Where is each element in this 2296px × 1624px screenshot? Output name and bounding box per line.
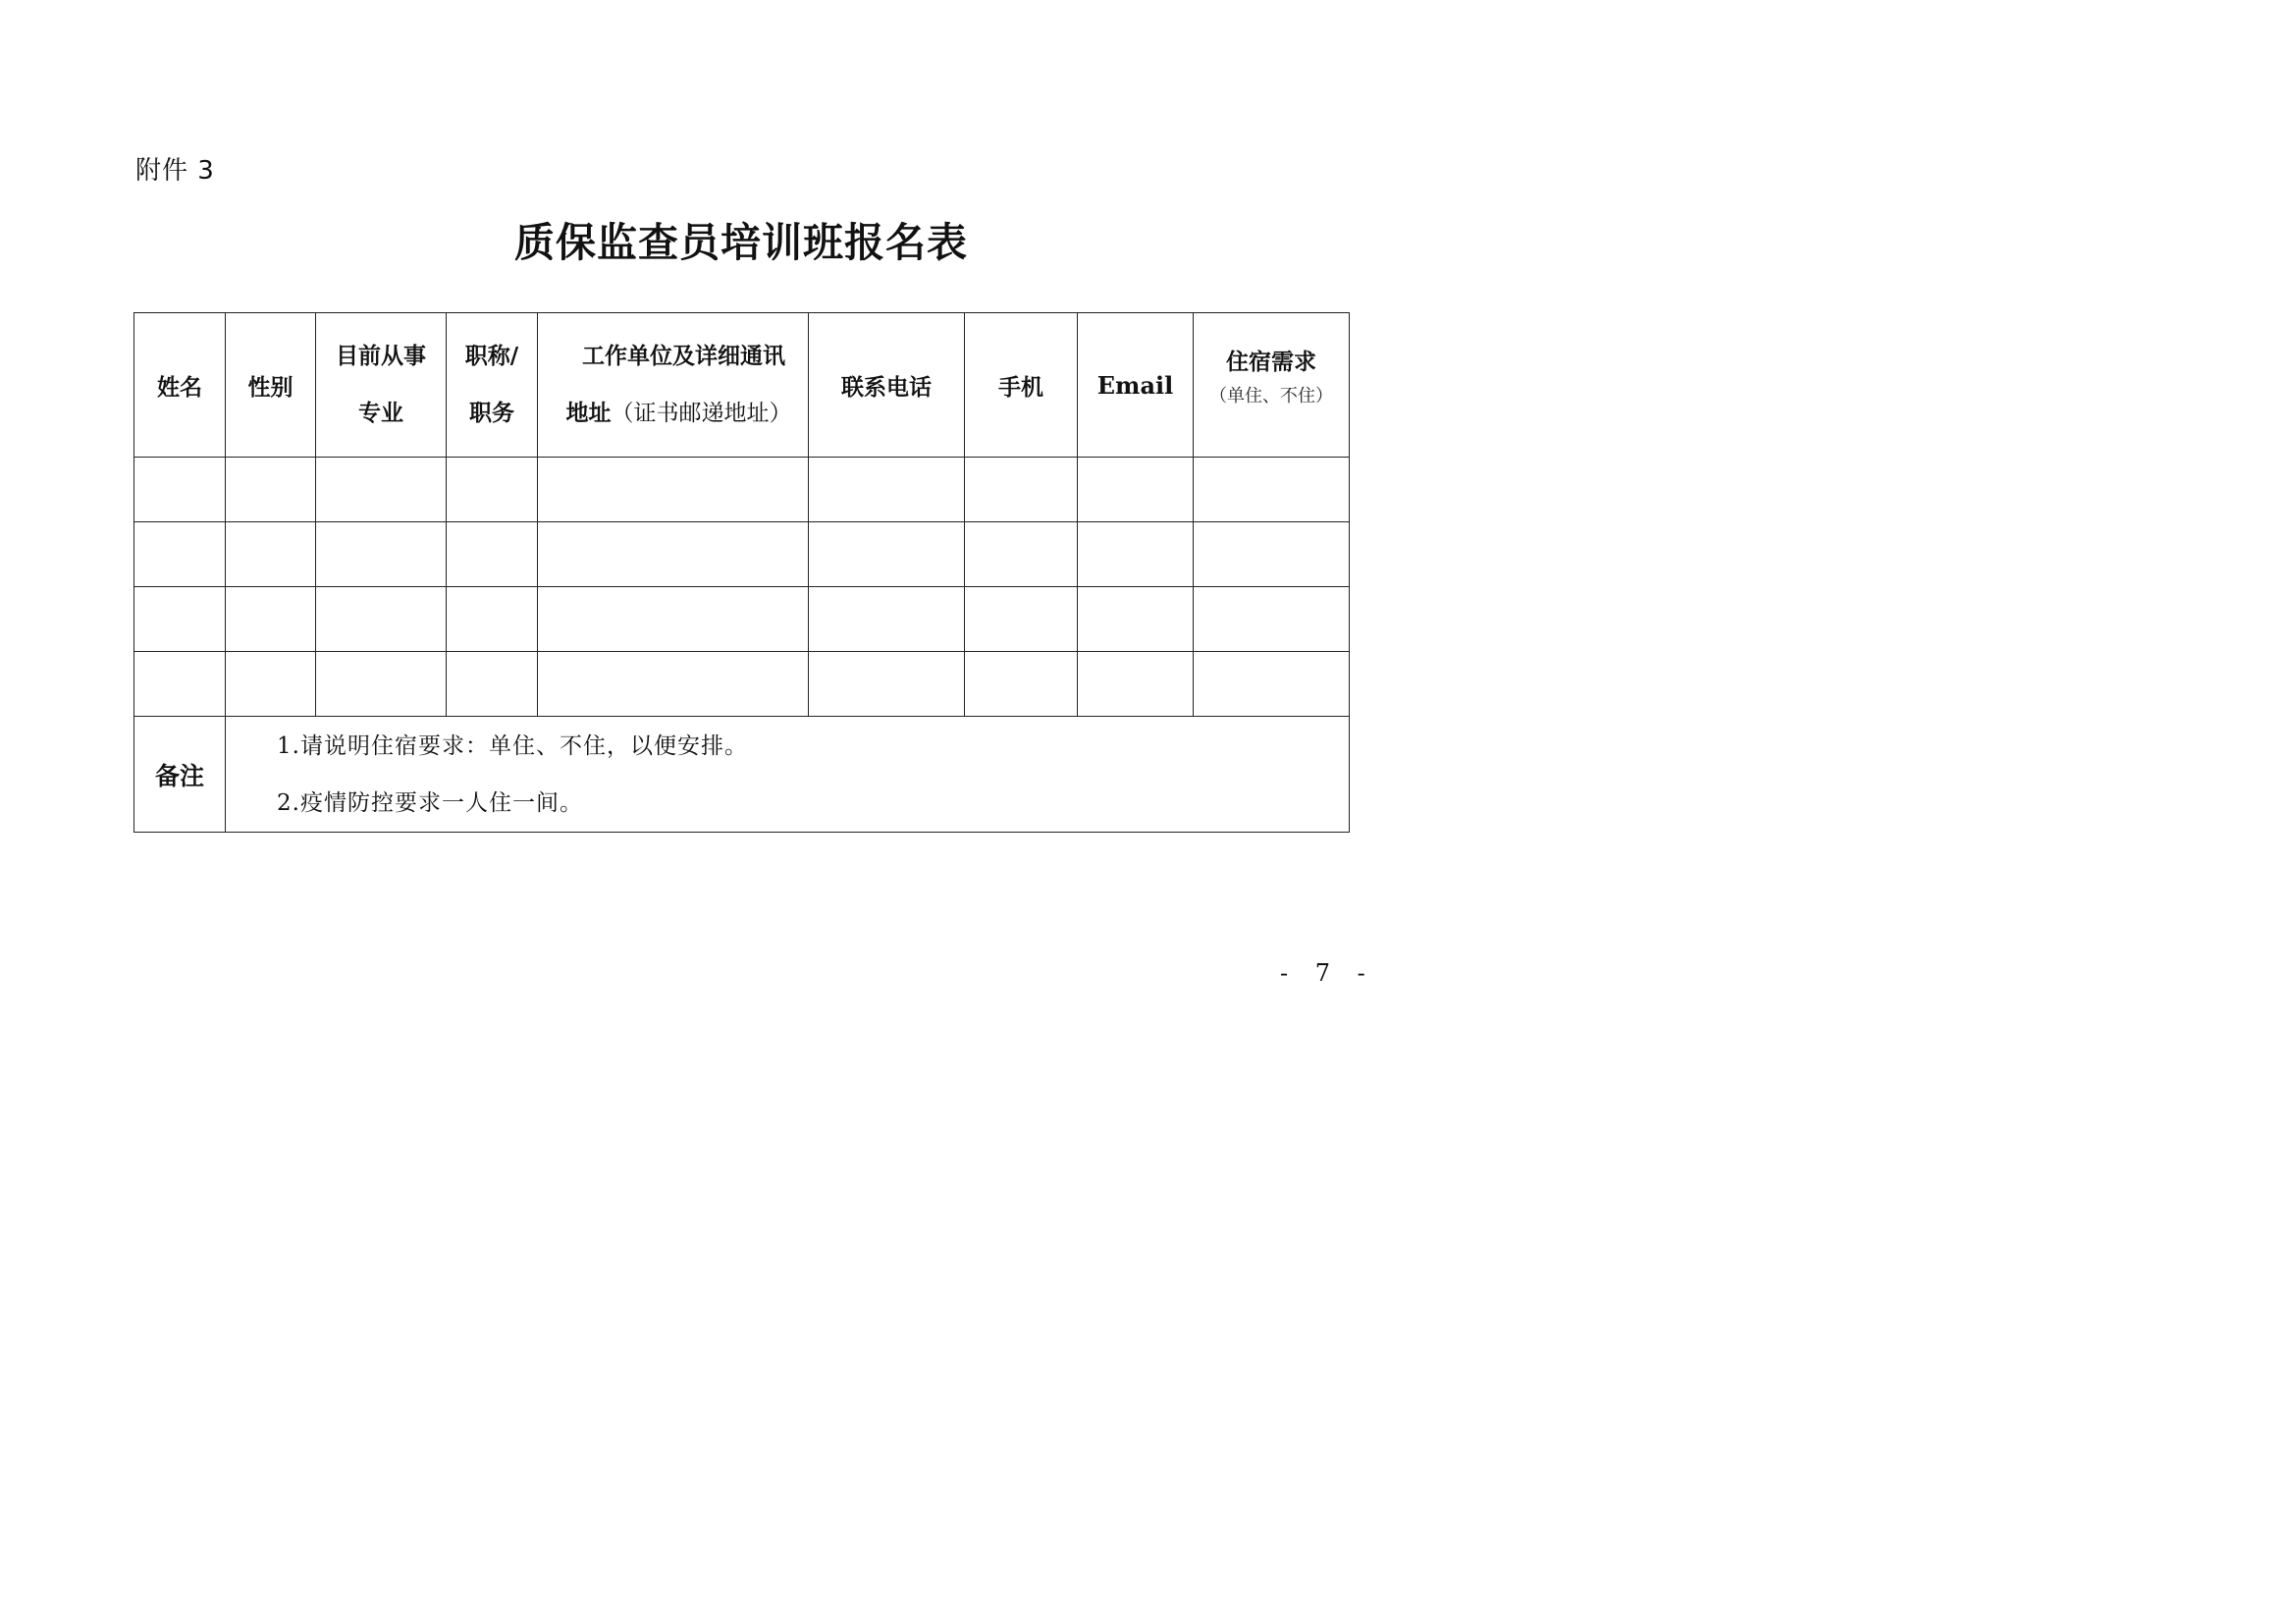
attachment-label: 附件 3 [135,156,215,186]
major-cell[interactable] [316,652,447,717]
header-title-line1: 职称/ [464,344,519,369]
header-lodging-options: （单住、不住） [1209,385,1333,406]
name-cell[interactable] [134,652,226,717]
major-cell[interactable] [316,458,447,522]
notes-content [226,717,1350,833]
header-unit-line1: 工作单位及详细通讯 [582,344,785,369]
unit-address-cell[interactable] [538,587,809,652]
gender-cell[interactable] [226,652,316,717]
gender-cell[interactable] [226,522,316,587]
header-unit-address [538,313,809,458]
name-cell[interactable] [134,587,226,652]
header-unit-note: （证书邮递地址） [611,401,792,426]
mobile-cell[interactable] [965,652,1078,717]
header-gender: 性别 [226,313,316,458]
table-row [134,587,1350,652]
notes-label: 备注 [134,717,226,833]
form-title: 质保监查员培训班报名表 [514,219,968,266]
name-cell[interactable] [134,458,226,522]
title-cell[interactable] [447,587,538,652]
email-cell[interactable] [1078,458,1194,522]
header-email: Email [1078,313,1194,458]
notes-row [134,717,1350,833]
email-cell[interactable] [1078,587,1194,652]
mobile-cell[interactable] [965,522,1078,587]
header-title [447,313,538,458]
email-cell[interactable] [1078,522,1194,587]
gender-cell[interactable] [226,458,316,522]
title-cell[interactable] [447,652,538,717]
unit-address-cell[interactable] [538,458,809,522]
lodging-cell[interactable] [1194,458,1350,522]
header-phone: 联系电话 [809,313,965,458]
mobile-cell[interactable] [965,587,1078,652]
header-unit-line2: 地址 [565,401,612,426]
unit-address-cell[interactable] [538,652,809,717]
header-row [134,313,1350,458]
page-number: - 7 - [1280,959,1375,987]
phone-cell[interactable] [809,652,965,717]
mobile-cell[interactable] [965,458,1078,522]
table-row [134,458,1350,522]
lodging-cell[interactable] [1194,587,1350,652]
lodging-cell[interactable] [1194,652,1350,717]
header-major [316,313,447,458]
major-cell[interactable] [316,522,447,587]
phone-cell[interactable] [809,458,965,522]
title-cell[interactable] [447,522,538,587]
phone-cell[interactable] [809,522,965,587]
header-lodging-label: 住宿需求 [1226,349,1316,375]
phone-cell[interactable] [809,587,965,652]
name-cell[interactable] [134,522,226,587]
table-row [134,652,1350,717]
lodging-cell[interactable] [1194,522,1350,587]
unit-address-cell[interactable] [538,522,809,587]
header-lodging [1194,313,1350,458]
header-major-line2: 专业 [358,401,403,426]
header-name: 姓名 [134,313,226,458]
header-mobile: 手机 [965,313,1078,458]
table-row [134,522,1350,587]
gender-cell[interactable] [226,587,316,652]
note-item-2: 2.疫情防控要求一人住一间。 [277,789,583,816]
note-item-1: 1.请说明住宿要求：单住、不住，以便安排。 [277,732,748,759]
title-cell[interactable] [447,458,538,522]
header-title-line2: 职务 [469,401,514,426]
header-major-line1: 目前从事 [336,344,426,369]
major-cell[interactable] [316,587,447,652]
registration-form-table [133,312,1350,833]
email-cell[interactable] [1078,652,1194,717]
